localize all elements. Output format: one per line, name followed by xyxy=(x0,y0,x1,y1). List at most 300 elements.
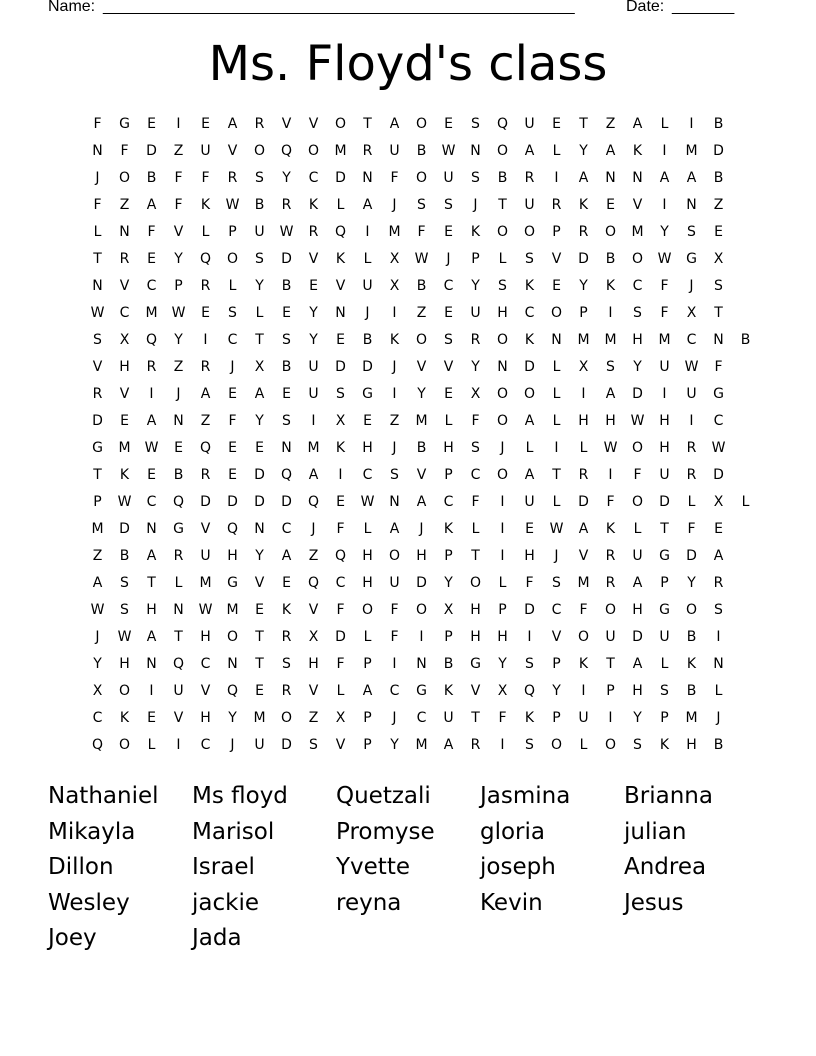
grid-letter: T xyxy=(255,629,264,645)
grid-letter: O xyxy=(550,305,563,321)
grid-letter: R xyxy=(470,332,481,348)
grid-row xyxy=(84,249,759,276)
grid-letter: U xyxy=(362,278,373,294)
grid-letter: Y xyxy=(579,278,588,294)
grid-letter: Q xyxy=(496,116,509,132)
grid-letter: A xyxy=(443,737,454,753)
grid-letter: R xyxy=(281,683,292,699)
grid-letter: M xyxy=(334,143,347,159)
grid-letter: N xyxy=(632,170,643,186)
grid-letter: R xyxy=(254,116,265,132)
grid-letter: F xyxy=(336,656,345,672)
grid-letter: V xyxy=(308,683,319,699)
grid-letter: M xyxy=(118,440,131,456)
grid-letter: M xyxy=(631,224,644,240)
grid-letter: R xyxy=(173,548,184,564)
name-field[interactable]: _____________________________________________________ xyxy=(103,0,575,15)
grid-letter: I xyxy=(419,629,424,645)
word-list-item: jackie xyxy=(192,889,259,916)
grid-row xyxy=(84,438,759,465)
grid-letter: L xyxy=(471,521,480,537)
word-list-item: Jada xyxy=(192,925,242,952)
grid-letter: L xyxy=(579,737,588,753)
grid-letter: U xyxy=(200,143,211,159)
grid-letter: O xyxy=(523,386,536,402)
grid-letter: L xyxy=(336,683,345,699)
grid-letter: F xyxy=(336,602,345,618)
grid-letter: O xyxy=(469,575,482,591)
grid-letter: D xyxy=(335,170,346,186)
grid-letter: D xyxy=(632,386,643,402)
grid-letter: A xyxy=(416,494,427,510)
grid-letter: A xyxy=(578,521,589,537)
grid-letter: F xyxy=(201,170,210,186)
grid-letter: S xyxy=(255,251,264,267)
grid-letter: O xyxy=(550,737,563,753)
grid-letter: A xyxy=(578,170,589,186)
grid-letter: A xyxy=(146,629,157,645)
grid-letter: I xyxy=(581,386,586,402)
grid-letter: Y xyxy=(93,656,102,672)
grid-letter: Z xyxy=(308,548,319,564)
grid-letter: A xyxy=(146,548,157,564)
grid-letter: S xyxy=(471,440,480,456)
grid-letter: W xyxy=(630,413,645,429)
grid-letter: S xyxy=(714,602,723,618)
grid-letter: K xyxy=(119,710,130,726)
grid-letter: Z xyxy=(416,305,427,321)
grid-letter: K xyxy=(281,602,292,618)
grid-letter: Q xyxy=(172,656,185,672)
grid-letter: A xyxy=(632,575,643,591)
grid-letter: Q xyxy=(280,143,293,159)
page-title: Ms. Floyd's class xyxy=(208,36,608,92)
grid-letter: O xyxy=(631,440,644,456)
grid-letter: Y xyxy=(174,251,183,267)
grid-letter: K xyxy=(443,521,454,537)
grid-letter: W xyxy=(90,305,105,321)
date-label: Date: xyxy=(626,0,665,15)
grid-letter: V xyxy=(308,116,319,132)
grid-letter: E xyxy=(228,386,237,402)
grid-letter: X xyxy=(713,494,724,510)
grid-letter: V xyxy=(416,467,427,483)
grid-letter: S xyxy=(120,575,129,591)
grid-letter: E xyxy=(363,413,372,429)
grid-letter: E xyxy=(174,440,183,456)
word-list-item: Joey xyxy=(48,925,97,952)
grid-letter: N xyxy=(146,656,157,672)
grid-letter: N xyxy=(470,143,481,159)
grid-letter: O xyxy=(118,737,131,753)
grid-letter: H xyxy=(605,413,616,429)
grid-letter: K xyxy=(632,143,643,159)
grid-letter: D xyxy=(254,467,265,483)
grid-letter: Q xyxy=(199,251,212,267)
grid-letter: A xyxy=(146,197,157,213)
grid-row xyxy=(84,141,759,168)
grid-letter: O xyxy=(496,467,509,483)
grid-letter: A xyxy=(389,116,400,132)
header-line xyxy=(48,0,768,20)
grid-letter: V xyxy=(416,359,427,375)
grid-letter: E xyxy=(336,494,345,510)
grid-letter: R xyxy=(686,440,697,456)
grid-letter: V xyxy=(308,251,319,267)
grid-letter: R xyxy=(119,251,130,267)
grid-letter: F xyxy=(471,494,480,510)
grid-row xyxy=(84,168,759,195)
grid-letter: K xyxy=(659,737,670,753)
grid-letter: P xyxy=(552,656,561,672)
grid-letter: J xyxy=(473,197,478,213)
word-list-item: gloria xyxy=(480,818,546,845)
grid-letter: D xyxy=(281,251,292,267)
word-list-item: Dillon xyxy=(48,854,114,881)
grid-letter: I xyxy=(392,305,397,321)
grid-letter: H xyxy=(308,656,319,672)
grid-letter: U xyxy=(524,197,535,213)
grid-letter: U xyxy=(308,386,319,402)
grid-letter: S xyxy=(120,602,129,618)
grid-letter: Y xyxy=(390,737,399,753)
grid-letter: S xyxy=(606,359,615,375)
word-list-item: Nathaniel xyxy=(48,783,159,809)
grid-letter: Y xyxy=(687,575,696,591)
grid-letter: F xyxy=(228,413,237,429)
grid-letter: I xyxy=(338,467,343,483)
grid-letter: E xyxy=(228,440,237,456)
grid-letter: I xyxy=(689,116,694,132)
grid-letter: J xyxy=(716,710,721,726)
grid-letter: U xyxy=(254,224,265,240)
grid-letter: I xyxy=(662,386,667,402)
grid-letter: Z xyxy=(119,197,130,213)
grid-letter: H xyxy=(146,602,157,618)
grid-letter: U xyxy=(254,737,265,753)
grid-letter: H xyxy=(497,305,508,321)
grid-letter: Q xyxy=(226,521,239,537)
grid-letter: R xyxy=(578,467,589,483)
grid-letter: D xyxy=(659,494,670,510)
grid-letter: F xyxy=(390,629,399,645)
grid-row xyxy=(84,708,759,735)
grid-letter: V xyxy=(578,548,589,564)
grid-letter: E xyxy=(147,116,156,132)
grid-letter: Y xyxy=(633,359,642,375)
grid-letter: L xyxy=(498,575,507,591)
grid-letter: U xyxy=(578,710,589,726)
grid-letter: B xyxy=(146,170,157,186)
grid-letter: A xyxy=(686,170,697,186)
grid-letter: S xyxy=(282,656,291,672)
grid-letter: S xyxy=(552,575,561,591)
grid-letter: R xyxy=(281,197,292,213)
grid-letter: P xyxy=(660,710,669,726)
grid-letter: A xyxy=(146,413,157,429)
grid-letter: J xyxy=(419,521,424,537)
grid-letter: N xyxy=(605,170,616,186)
grid-letter: F xyxy=(660,305,669,321)
grid-letter: Y xyxy=(552,683,561,699)
grid-letter: S xyxy=(471,170,480,186)
grid-letter: T xyxy=(93,467,102,483)
grid-letter: L xyxy=(552,143,561,159)
grid-letter: V xyxy=(254,575,265,591)
grid-letter: X xyxy=(470,386,481,402)
grid-letter: V xyxy=(335,737,346,753)
grid-letter: Y xyxy=(417,386,426,402)
grid-letter: O xyxy=(334,116,347,132)
grid-letter: P xyxy=(579,305,588,321)
grid-letter: C xyxy=(551,602,562,618)
grid-letter: S xyxy=(390,467,399,483)
grid-letter: B xyxy=(416,278,427,294)
grid-letter: J xyxy=(176,386,181,402)
grid-letter: C xyxy=(713,413,724,429)
grid-letter: M xyxy=(415,737,428,753)
grid-letter: U xyxy=(443,710,454,726)
word-list-item: Quetzali xyxy=(336,783,431,809)
grid-letter: D xyxy=(713,467,724,483)
grid-letter: R xyxy=(227,170,238,186)
grid-letter: C xyxy=(416,710,427,726)
grid-letter: H xyxy=(362,575,373,591)
grid-letter: O xyxy=(388,548,401,564)
grid-letter: M xyxy=(415,413,428,429)
grid-letter: K xyxy=(308,197,319,213)
grid-letter: T xyxy=(147,575,156,591)
grid-letter: S xyxy=(336,386,345,402)
grid-letter: Y xyxy=(228,710,237,726)
grid-letter: R xyxy=(551,197,562,213)
grid-letter: G xyxy=(416,683,427,699)
grid-letter: Y xyxy=(660,224,669,240)
grid-letter: D xyxy=(524,602,535,618)
grid-letter: E xyxy=(444,305,453,321)
grid-letter: B xyxy=(173,467,184,483)
grid-letter: R xyxy=(362,143,373,159)
grid-letter: O xyxy=(604,737,617,753)
grid-letter: V xyxy=(551,251,562,267)
grid-letter: V xyxy=(92,359,103,375)
grid-letter: E xyxy=(525,521,534,537)
word-list-item: joseph xyxy=(480,854,556,881)
grid-letter: L xyxy=(93,224,102,240)
name-label: Name: xyxy=(48,0,96,15)
word-list-item: Ms floyd xyxy=(192,783,288,809)
grid-letter: I xyxy=(203,332,208,348)
grid-letter: Q xyxy=(199,440,212,456)
grid-letter: M xyxy=(685,710,698,726)
grid-letter: R xyxy=(470,737,481,753)
grid-letter: P xyxy=(363,710,372,726)
grid-letter: O xyxy=(523,224,536,240)
grid-letter: L xyxy=(525,440,534,456)
grid-letter: W xyxy=(657,251,672,267)
grid-letter: Z xyxy=(173,359,184,375)
grid-letter: F xyxy=(174,170,183,186)
grid-letter: M xyxy=(145,305,158,321)
grid-letter: Y xyxy=(444,575,453,591)
grid-letter: H xyxy=(416,548,427,564)
grid-letter: G xyxy=(173,521,184,537)
grid-letter: I xyxy=(554,170,559,186)
grid-letter: C xyxy=(281,521,292,537)
grid-letter: E xyxy=(444,116,453,132)
grid-letter: H xyxy=(443,440,454,456)
grid-letter: U xyxy=(524,116,535,132)
grid-letter: C xyxy=(146,278,157,294)
grid-letter: H xyxy=(632,683,643,699)
grid-letter: I xyxy=(365,224,370,240)
grid-letter: M xyxy=(91,521,104,537)
grid-letter: O xyxy=(415,170,428,186)
grid-letter: L xyxy=(714,683,723,699)
word-list-item: Kevin xyxy=(480,889,543,916)
grid-letter: J xyxy=(230,359,235,375)
grid-letter: I xyxy=(662,143,667,159)
grid-row xyxy=(84,465,759,492)
grid-letter: K xyxy=(335,440,346,456)
grid-letter: E xyxy=(282,575,291,591)
grid-letter: A xyxy=(254,386,265,402)
grid-letter: J xyxy=(392,440,397,456)
grid-letter: O xyxy=(496,224,509,240)
grid-letter: C xyxy=(308,170,319,186)
grid-letter: O xyxy=(118,170,131,186)
date-field[interactable]: _______ xyxy=(672,0,735,15)
word-list xyxy=(48,779,768,957)
grid-letter: J xyxy=(95,170,100,186)
grid-letter: P xyxy=(552,224,561,240)
grid-letter: E xyxy=(147,710,156,726)
grid-letter: E xyxy=(444,386,453,402)
grid-letter: B xyxy=(605,251,616,267)
grid-letter: N xyxy=(362,170,373,186)
grid-letter: V xyxy=(173,224,184,240)
grid-letter: T xyxy=(552,467,561,483)
grid-row xyxy=(84,654,759,681)
grid-letter: F xyxy=(120,143,129,159)
grid-letter: C xyxy=(200,656,211,672)
grid-row xyxy=(84,357,759,384)
grid-letter: P xyxy=(444,629,453,645)
grid-letter: A xyxy=(200,386,211,402)
grid-letter: C xyxy=(632,278,643,294)
grid-letter: Z xyxy=(308,710,319,726)
grid-letter: A xyxy=(362,683,373,699)
grid-row xyxy=(84,546,759,573)
grid-letter: C xyxy=(470,467,481,483)
grid-letter: E xyxy=(444,224,453,240)
grid-row xyxy=(84,411,759,438)
grid-letter: H xyxy=(497,629,508,645)
grid-letter: W xyxy=(711,440,726,456)
grid-letter: I xyxy=(608,710,613,726)
grid-letter: P xyxy=(498,602,507,618)
grid-letter: A xyxy=(227,116,238,132)
grid-letter: C xyxy=(92,710,103,726)
grid-letter: S xyxy=(282,413,291,429)
grid-letter: T xyxy=(471,710,480,726)
grid-letter: F xyxy=(471,413,480,429)
grid-letter: Y xyxy=(174,332,183,348)
grid-letter: W xyxy=(225,197,240,213)
grid-letter: W xyxy=(117,494,132,510)
grid-letter: T xyxy=(174,629,183,645)
grid-letter: D xyxy=(281,737,292,753)
grid-letter: N xyxy=(713,332,724,348)
grid-letter: O xyxy=(631,494,644,510)
grid-letter: I xyxy=(500,548,505,564)
grid-letter: V xyxy=(200,683,211,699)
grid-row xyxy=(84,519,759,546)
grid-letter: I xyxy=(689,413,694,429)
grid-letter: F xyxy=(714,359,723,375)
grid-letter: P xyxy=(228,224,237,240)
grid-letter: E xyxy=(228,467,237,483)
word-list-item: julian xyxy=(624,818,687,845)
grid-letter: X xyxy=(335,413,346,429)
grid-row xyxy=(84,195,759,222)
grid-letter: H xyxy=(470,602,481,618)
grid-letter: S xyxy=(714,278,723,294)
grid-letter: H xyxy=(227,548,238,564)
grid-letter: J xyxy=(689,278,694,294)
grid-letter: Y xyxy=(471,278,480,294)
grid-letter: X xyxy=(389,278,400,294)
grid-letter: Q xyxy=(172,494,185,510)
grid-letter: N xyxy=(497,359,508,375)
grid-letter: R xyxy=(524,170,535,186)
grid-letter: L xyxy=(741,494,750,510)
grid-letter: E xyxy=(552,116,561,132)
grid-letter: U xyxy=(605,629,616,645)
grid-letter: K xyxy=(686,656,697,672)
grid-letter: I xyxy=(662,197,667,213)
grid-letter: D xyxy=(632,629,643,645)
grid-letter: W xyxy=(414,251,429,267)
grid-letter: X xyxy=(443,602,454,618)
grid-letter: O xyxy=(253,143,266,159)
grid-letter: V xyxy=(308,602,319,618)
grid-letter: F xyxy=(174,197,183,213)
grid-letter: Y xyxy=(309,305,318,321)
grid-letter: H xyxy=(119,656,130,672)
grid-row xyxy=(84,492,759,519)
grid-letter: B xyxy=(281,359,292,375)
grid-letter: B xyxy=(713,116,724,132)
grid-letter: O xyxy=(604,224,617,240)
grid-letter: H xyxy=(362,440,373,456)
grid-letter: O xyxy=(496,143,509,159)
grid-letter: B xyxy=(497,170,508,186)
grid-letter: I xyxy=(392,656,397,672)
grid-letter: N xyxy=(254,521,265,537)
grid-letter: V xyxy=(119,278,130,294)
grid-letter: I xyxy=(149,683,154,699)
grid-letter: V xyxy=(335,278,346,294)
grid-letter: S xyxy=(255,170,264,186)
grid-letter: L xyxy=(255,305,264,321)
grid-letter: W xyxy=(117,629,132,645)
grid-letter: N xyxy=(173,602,184,618)
grid-letter: A xyxy=(389,521,400,537)
grid-letter: T xyxy=(471,548,480,564)
grid-letter: D xyxy=(227,494,238,510)
grid-letter: F xyxy=(633,467,642,483)
